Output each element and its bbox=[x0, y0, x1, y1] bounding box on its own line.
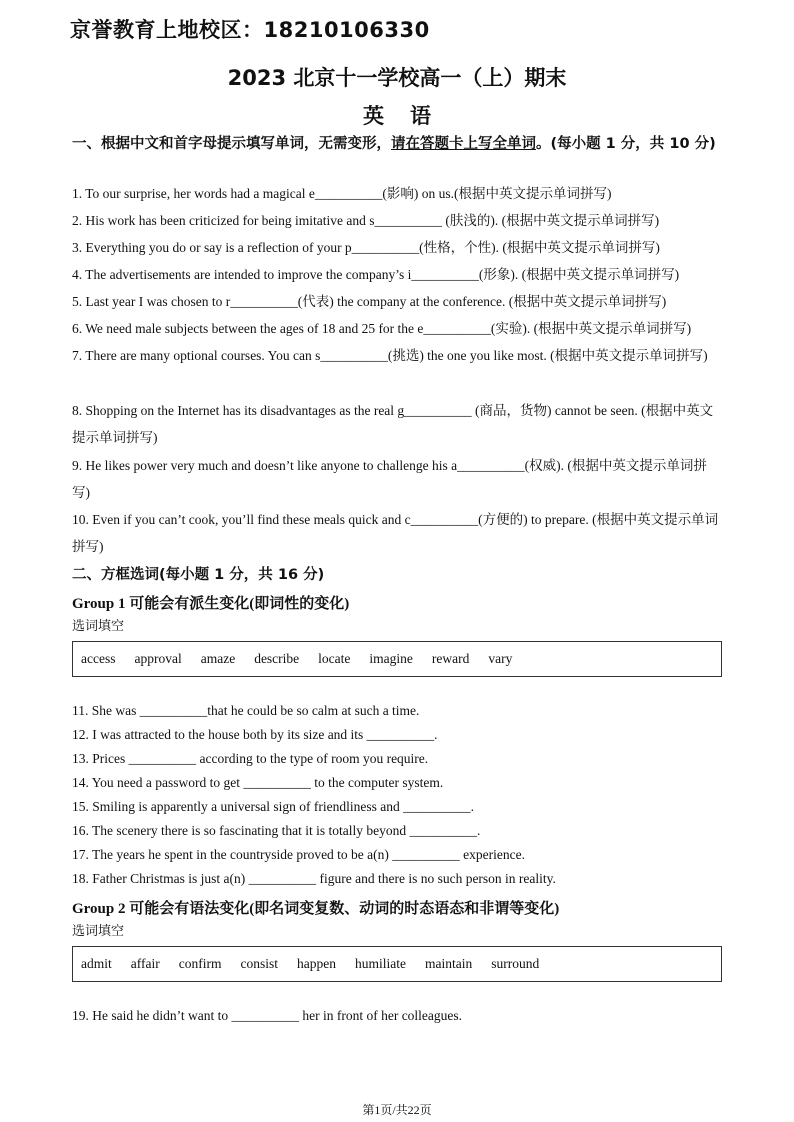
section1-heading-part1: 一、根据中文和首字母提示填写单词，无需变形， bbox=[72, 136, 391, 152]
word-box-item: reward bbox=[431, 651, 470, 666]
question-12: 12. I was attracted to the house both by its size and its __________. bbox=[72, 727, 438, 742]
question-13: 13. Prices __________ according to the type of room you require. bbox=[72, 751, 429, 766]
question-8: 8. Shopping on the Internet has its disadvantages as the real g__________ (商品，货物) cannot be seen. (根据中英文提示单词拼写) bbox=[72, 403, 714, 445]
section1-heading-underlined: 请在答题卡上写全单词 bbox=[391, 136, 536, 152]
question-17: 17. The years he spent in the countryside proved to be a(n) __________ experience. bbox=[72, 847, 525, 862]
page-footer: 第1页/共22页 bbox=[362, 1103, 432, 1117]
contact-header: 京誉教育上地校区：18210106330 bbox=[70, 18, 430, 42]
word-box-item: admit bbox=[81, 956, 112, 971]
word-box-item: imagine bbox=[369, 651, 413, 666]
word-box-item: surround bbox=[491, 956, 540, 971]
question-15: 15. Smiling is apparently a universal sign of friendliness and __________. bbox=[72, 799, 474, 814]
question-3: 3. Everything you do or say is a reflection of your p__________(性格，个性). (根据中英文提示单词拼写) bbox=[72, 240, 660, 255]
group2-instruction: 选词填空 bbox=[72, 924, 125, 939]
exam-title: 2023 北京十一学校高一（上）期末 bbox=[227, 66, 567, 90]
word-box-item: locate bbox=[318, 651, 351, 666]
word-box-item: happen bbox=[297, 956, 336, 971]
word-box-item: vary bbox=[488, 651, 513, 666]
group2-word-box bbox=[72, 946, 722, 982]
word-box-item: access bbox=[81, 651, 116, 666]
word-box-item: affair bbox=[130, 956, 160, 971]
group1-instruction: 选词填空 bbox=[72, 619, 125, 634]
group1-word-box bbox=[72, 641, 722, 677]
group2-heading: Group 2 可能会有语法变化(即名词变复数、动词的时态语态和非谓等变化) bbox=[72, 901, 560, 917]
question-18: 18. Father Christmas is just a(n) __________ figure and there is no such person in reality. bbox=[72, 871, 556, 886]
question-19: 19. He said he didn’t want to __________ her in front of her colleagues. bbox=[72, 1008, 463, 1023]
word-box-item: humiliate bbox=[354, 956, 406, 971]
subject-title: 英语 bbox=[363, 104, 457, 128]
group1-heading: Group 1 可能会有派生变化(即词性的变化) bbox=[72, 596, 350, 612]
word-box-item: approval bbox=[134, 651, 182, 666]
word-box-item: consist bbox=[240, 956, 278, 971]
question-2: 2. His work has been criticized for being imitative and s__________ (肤浅的). (根据中英文提示单词拼写) bbox=[72, 213, 660, 228]
question-5: 5. Last year I was chosen to r__________(代表) the company at the conference. (根据中英文提示单词拼写) bbox=[72, 294, 667, 309]
question-7: 7. There are many optional courses. You can s__________(挑选) the one you like most. (根据中英文提示单词拼写) bbox=[72, 348, 708, 363]
word-box-item: maintain bbox=[424, 956, 473, 971]
question-6: 6. We need male subjects between the ages of 18 and 25 for the e__________(实验). (根据中英文提示单词拼写) bbox=[72, 321, 692, 336]
word-box-item: confirm bbox=[178, 956, 222, 971]
question-9: 9. He likes power very much and doesn’t like anyone to challenge his a__________(权威). (根据中英文提示单词拼写) bbox=[72, 458, 707, 500]
question-4: 4. The advertisements are intended to improve the company’s i__________(形象). (根据中英文提示单词拼写) bbox=[72, 267, 680, 282]
question-10: 10. Even if you can’t cook, you’ll find these meals quick and c__________(方便的) to prepare. (根据中英文提示单词拼写) bbox=[72, 512, 719, 554]
question-16: 16. The scenery there is so fascinating that it is totally beyond __________. bbox=[72, 823, 481, 838]
section1-heading-part2: 。(每小题 1 分，共 10 分) bbox=[536, 136, 716, 152]
section2-heading: 二、方框选词(每小题 1 分，共 16 分) bbox=[72, 567, 325, 583]
question-1: 1. To our surprise, her words had a magical e__________(影响) on us.(根据中英文提示单词拼写) bbox=[72, 186, 612, 201]
word-box-item: describe bbox=[254, 651, 300, 666]
section1-heading bbox=[72, 132, 722, 157]
question-11: 11. She was __________that he could be so calm at such a time. bbox=[72, 703, 420, 718]
word-box-item: amaze bbox=[200, 651, 236, 666]
question-14: 14. You need a password to get __________ to the computer system. bbox=[72, 775, 444, 790]
